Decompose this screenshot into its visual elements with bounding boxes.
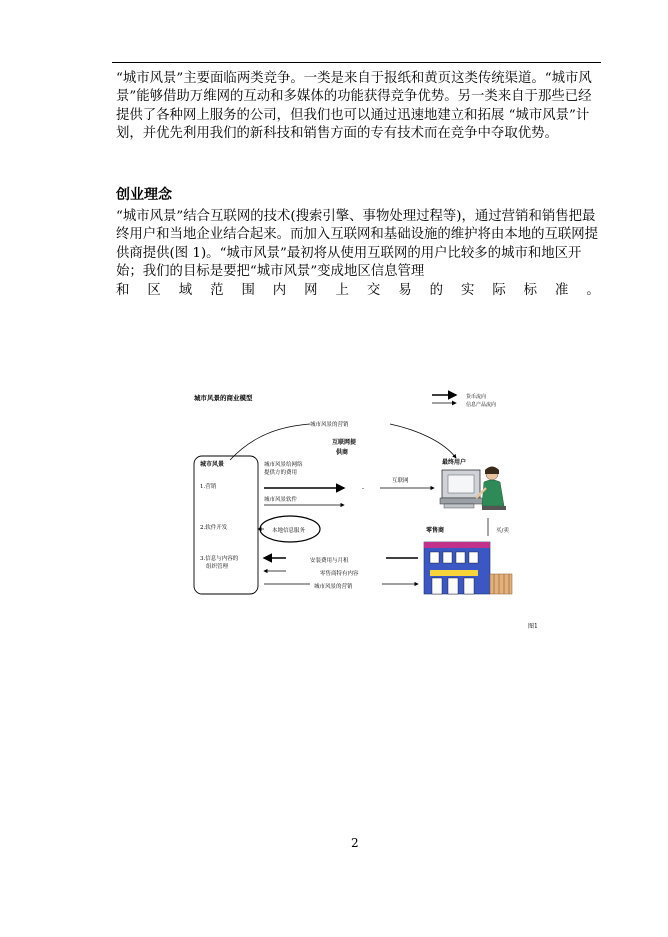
char: 准 xyxy=(555,282,569,298)
retailer-content-label: 零售商特有内容 xyxy=(320,571,359,577)
buy-sell-label: 买/卖 xyxy=(496,528,509,534)
char: 内 xyxy=(272,282,287,298)
city-box-item-content-2: 组织管理 xyxy=(206,564,229,570)
section-heading: 创业理念 xyxy=(116,187,172,203)
top-marketing-curve xyxy=(230,424,310,460)
paragraph-concept xyxy=(116,208,600,300)
dash-mark: - xyxy=(362,485,365,492)
char: 标 xyxy=(523,282,538,298)
char: 实 xyxy=(460,282,475,298)
char: 网 xyxy=(304,282,318,298)
top-marketing-label: 城市风景的营销 xyxy=(310,422,349,428)
char: 上 xyxy=(335,282,349,298)
retailer-label: 零售商 xyxy=(426,527,445,534)
legend-info-label: 信息产品流向 xyxy=(466,402,497,408)
city-box-item-software: 2.软件开发 xyxy=(200,525,228,531)
paragraph-concept-last-line xyxy=(116,282,600,300)
char: 。 xyxy=(586,282,600,298)
retailer-store-icon xyxy=(424,542,512,594)
char: 区 xyxy=(147,282,161,298)
char: 的 xyxy=(429,282,443,298)
internet-label: 互联网 xyxy=(392,478,409,484)
paragraph-competition: “城市风景”主要面临两类竞争。一类是来自于报纸和黄页这类传统渠道。“城市风景”能够借助万维网的互动和多媒体的功能获得竞争优势。另一类来自于那些已经提供了各种网上服务的公司，但我们也可以通过迅速地建立和拓展 “城市风景”计划，并优先利用我们的新科技和销售方面的专有技术而在竞争中夺取优势。 xyxy=(116,71,592,142)
diagram-title: 城市风景的商业模型 xyxy=(194,394,253,402)
legend-money-label: 货币流向 xyxy=(466,394,487,400)
fee-label-2: 提供方的费用 xyxy=(264,470,298,476)
install-fee-label: 安装费用与月租 xyxy=(310,558,349,564)
char: 际 xyxy=(492,282,506,298)
city-box-item-content-1: 3.信息与内容的 xyxy=(200,556,239,562)
bottom-marketing-label: 城市风景的营销 xyxy=(314,584,353,590)
char: 围 xyxy=(241,282,255,298)
char: 易 xyxy=(398,282,412,298)
business-model-diagram xyxy=(186,384,526,600)
city-box-item-marketing: 1.营销 xyxy=(200,484,217,490)
software-label: 城市风景软件 xyxy=(264,497,298,503)
char: 域 xyxy=(178,282,193,298)
char: 和 xyxy=(116,282,130,298)
top-marketing-arrow xyxy=(390,424,456,458)
fee-label-1: 城市风景给网络 xyxy=(264,462,303,468)
city-box-title: 城市风景 xyxy=(200,461,225,468)
end-user-computer-icon xyxy=(440,467,506,511)
paragraph-concept-text: “城市风景”结合互联网的技术(搜索引擎、事物处理过程等)，通过营销和销售把最终用户和当地企业结合起来。而加入互联网和基础设施的维护将由本地的互联网提供商提供(图 1)。“城市风景”最初将从使用互联网的用户比较多的城市和地区开始；我们的目标是要把“城市风景”变成地区信息管理 xyxy=(116,209,599,280)
page-number: 2 xyxy=(351,836,359,850)
end-user-label: 最终用户 xyxy=(442,459,467,466)
isp-label-1: 互联网提 xyxy=(332,439,357,446)
figure-label: 图1 xyxy=(528,623,538,630)
isp-label-2: 供商 xyxy=(336,449,349,456)
local-service-label: 本地信息服务 xyxy=(272,528,306,534)
char: 范 xyxy=(210,282,224,298)
header-rule xyxy=(112,62,601,63)
char: 交 xyxy=(366,282,381,298)
